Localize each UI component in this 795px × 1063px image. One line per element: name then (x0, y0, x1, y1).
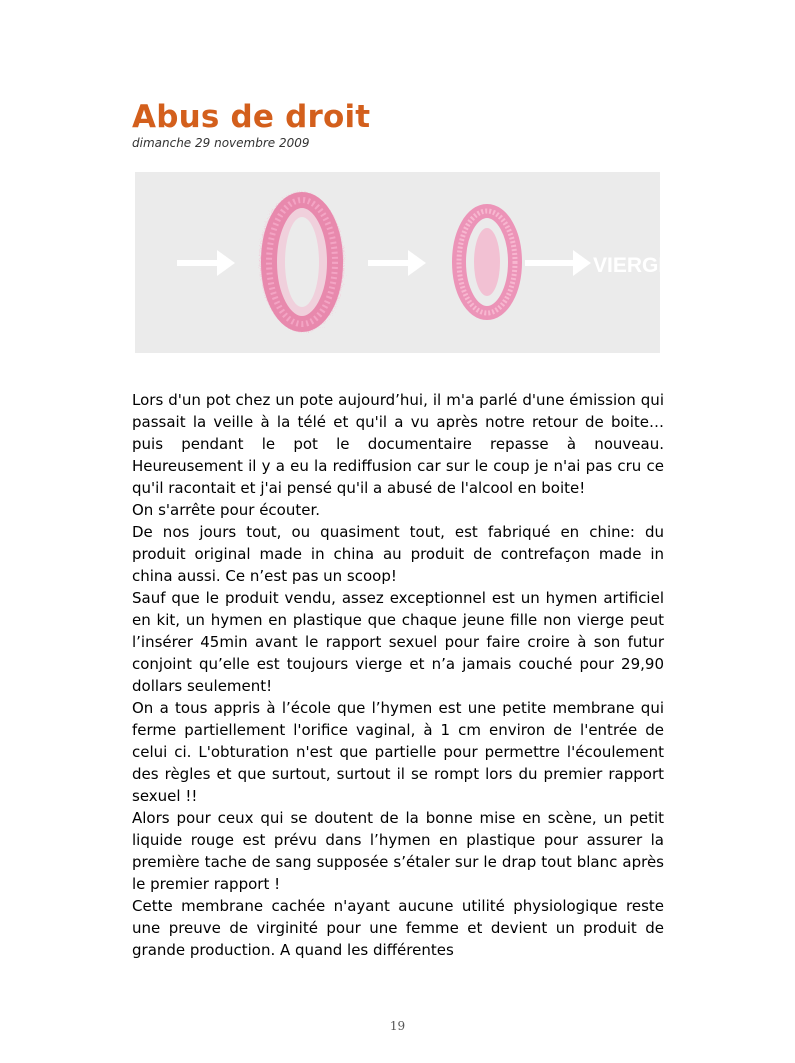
article-illustration (135, 172, 673, 353)
smooth-ring (459, 211, 515, 313)
arrow-right-icon (368, 250, 426, 276)
fuzzy-ring (260, 192, 344, 332)
paragraph: De nos jours tout, ou quasiment tout, est fabriqué en chine: du produit original made in china au produit de contrefaçon made in china aussi. Ce n’est pas un scoop! (132, 523, 664, 585)
arrow-right-icon (177, 250, 235, 276)
article-body (132, 389, 664, 989)
article-date: dimanche 29 novembre 2009 (132, 136, 310, 150)
arrow-right-icon (525, 250, 591, 276)
paragraph: Lors d'un pot chez un pote aujourd’hui, il m'a parlé d'une émission qui passait la veille à la télé et qu'il a vu après notre retour de boite… puis pendant le pot le documentaire repasse à nouveau. Heureusement il y a eu la rediffusion car sur le coup je n'ai pas cru ce qu'il racontait et j'ai pensé qu'il a abusé de l'alcool en boite! (132, 391, 664, 497)
paragraph: Sauf que le produit vendu, assez exceptionnel est un hymen artificiel en kit, un hymen en plastique que chaque jeune fille non vierge peut l’insérer 45min avant le rapport sexuel pour faire croire à son futur conjoint qu’elle est toujours vierge et n’a jamais couché pour 29,90 dollars seulement! (132, 589, 664, 695)
paragraph: On a tous appris à l’école que l’hymen est une petite membrane qui ferme partiellement l'orifice vaginal, à 1 cm environ de l'entrée de celui ci. L'obturation n'est que partielle pour permettre l'écoulement des règles et que surtout, surtout il se rompt lors du premier rapport sexuel !! (132, 699, 664, 805)
vierge-label: VIERGE (593, 254, 673, 277)
article-title: Abus de droit (132, 99, 371, 135)
page-number: 19 (389, 1019, 406, 1033)
paragraph: On s'arrête pour écouter. (132, 501, 321, 519)
paragraph: Alors pour ceux qui se doutent de la bonne mise en scène, un petit liquide rouge est prévu dans l’hymen en plastique pour assurer la première tache de sang supposée s’étaler sur le drap tout blanc après le premier rapport ! (132, 809, 664, 893)
paragraph: Cette membrane cachée n'ayant aucune utilité physiologique reste une preuve de virginité pour une femme et devient un produit de grande production. A quand les différentes (132, 897, 664, 959)
